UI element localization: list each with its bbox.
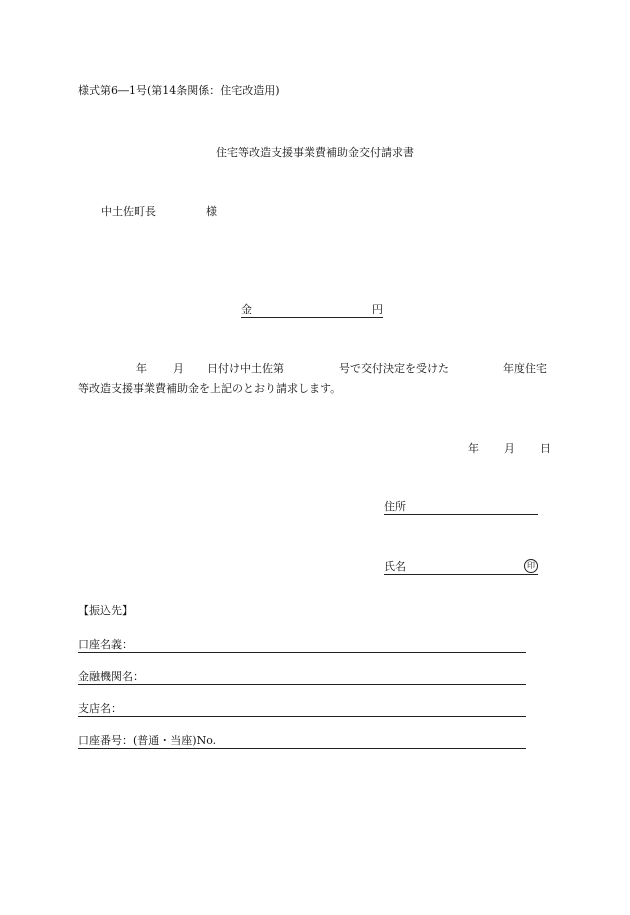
address-field[interactable]: [384, 500, 538, 515]
account-holder-label: 口座名義：: [78, 638, 133, 651]
date-month: 月: [504, 442, 515, 455]
body-request-text: 等改造支援事業費補助金を上記のとおり請求します。: [78, 382, 342, 395]
body-fiscal-year-text: 年度住宅: [503, 362, 547, 375]
account-holder-field[interactable]: [78, 638, 526, 653]
date-year: 年: [468, 442, 479, 455]
addressee-name: 中土佐町長: [101, 205, 156, 218]
body-date-reference: 日付け中土佐第: [207, 362, 284, 375]
account-number-label: 口座番号：(普通・当座)No.: [78, 734, 217, 747]
amount-suffix: 円: [372, 303, 383, 316]
body-decision-text: 号で交付決定を受けた: [339, 362, 449, 375]
body-month-mark: 月: [173, 362, 184, 375]
amount-field[interactable]: [241, 303, 383, 318]
amount-prefix: 金: [241, 303, 252, 316]
addressee-honorific: 様: [206, 205, 217, 218]
bank-name-label: 金融機関名：: [78, 670, 144, 683]
body-year-mark: 年: [136, 362, 147, 375]
seal-icon: 印: [524, 559, 538, 573]
branch-name-field[interactable]: [78, 702, 526, 717]
name-field[interactable]: [384, 560, 538, 575]
name-label: 氏名: [384, 560, 406, 573]
transfer-heading: 【振込先】: [78, 604, 133, 617]
branch-name-label: 支店名：: [78, 702, 122, 715]
form-number: 様式第6―1号(第14条関係：住宅改造用): [78, 84, 280, 97]
document-title: 住宅等改造支援事業費補助金交付請求書: [216, 146, 414, 159]
bank-name-field[interactable]: [78, 670, 526, 685]
date-day: 日: [540, 442, 551, 455]
account-number-field[interactable]: [78, 734, 526, 749]
address-label: 住所: [384, 500, 406, 513]
